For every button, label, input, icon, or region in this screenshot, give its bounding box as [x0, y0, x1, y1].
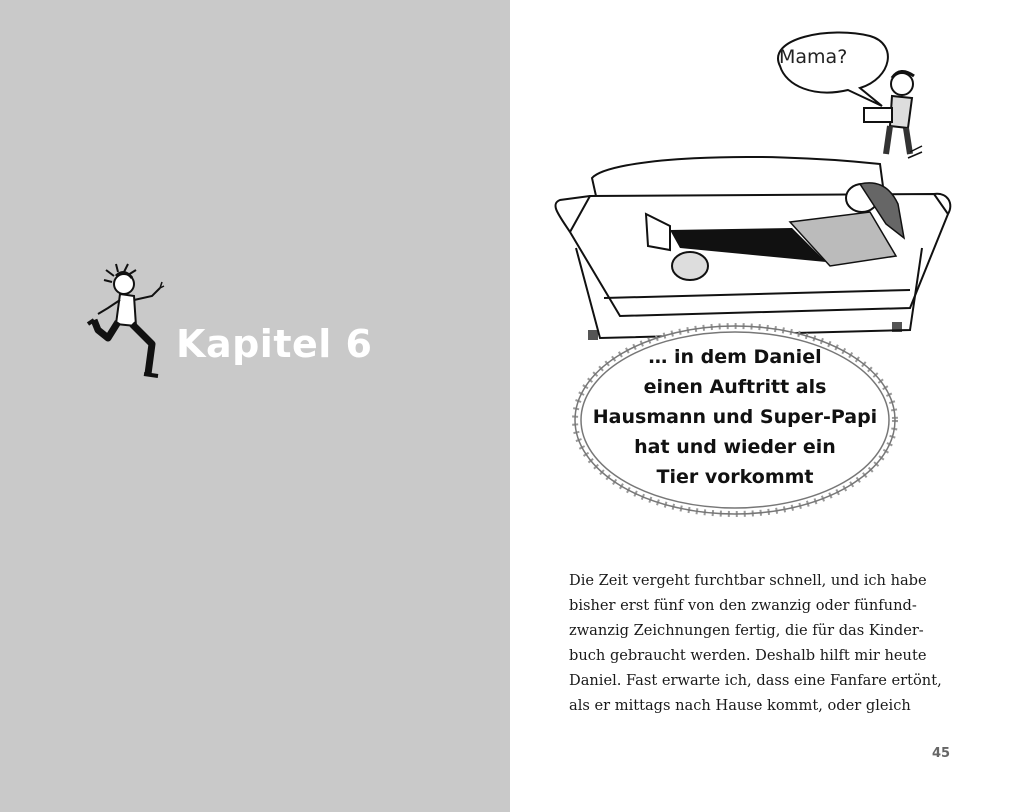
child-illustration — [864, 71, 922, 158]
subtitle-line: Tier vorkommt — [656, 466, 814, 488]
speech-bubble-text: Mama? — [779, 46, 848, 68]
body-line: Die Zeit vergeht furchtbar schnell, und ich habe — [569, 572, 927, 589]
subtitle-line: einen Auftritt als — [643, 376, 827, 398]
subtitle-line: … in dem Daniel — [648, 346, 822, 368]
body-line: als er mittags nach Hause kommt, oder gleich — [569, 697, 911, 714]
body-line: bisher erst fünf von den zwanzig oder fünfund- — [569, 597, 917, 614]
body-text — [569, 568, 942, 718]
page-number: 45 — [932, 746, 951, 761]
subtitle-line: Hausmann und Super-Papi — [592, 406, 878, 428]
couch-illustration — [530, 18, 960, 358]
body-line: Daniel. Fast erwarte ich, dass eine Fanfare ertönt, — [569, 672, 942, 689]
body-line: zwanzig Zeichnungen fertig, die für das Kinder- — [569, 622, 924, 639]
running-figure-illustration — [86, 262, 182, 386]
chapter-subtitle — [585, 342, 885, 492]
subtitle-line: hat und wieder ein — [634, 436, 836, 458]
body-line: buch gebraucht werden. Deshalb hilft mir heute — [569, 647, 927, 664]
chapter-title: Kapitel 6 — [176, 322, 373, 366]
